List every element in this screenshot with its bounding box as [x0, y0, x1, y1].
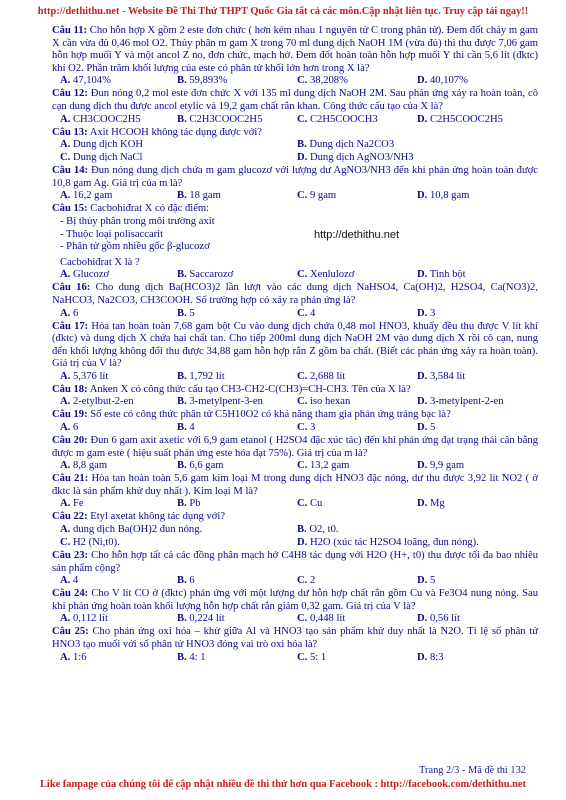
question-text: Cacbohiđrat X có đặc điểm:	[90, 203, 210, 215]
option-d[interactable]: D. Mg	[417, 498, 445, 510]
question-text: Cho phản ứng oxi hóa – khử giữa Al và HNO3 tạo sản phẩm khử duy nhất là N2O. Tỉ lệ số phân tử HNO3 tạo muối với số phân tử HNO3 đóng vai trò oxi hóa là?	[52, 626, 538, 650]
options-13-row2	[52, 152, 538, 165]
option-c[interactable]: C. Dung dịch NaCl	[60, 152, 143, 164]
question-text: Axit HCOOH không tác dụng được với?	[89, 126, 262, 138]
question-text: Đun 6 gam axit axetic với 6,9 gam etanol ( H2SO4 đặc xúc tác) đến khi phản ứng đạt trạng thái cân bằng được m gam este ( hiệu suất phản ứng este hóa đạt 75%). Giá trị của m là?	[52, 435, 539, 459]
question-number: Câu 25:	[52, 626, 89, 638]
option-c[interactable]: C. 4	[297, 307, 316, 319]
option-d[interactable]: D. Tinh bột	[417, 269, 466, 281]
question-25	[52, 626, 538, 651]
question-23	[52, 550, 538, 575]
option-c[interactable]: C. 2,688 lít	[297, 370, 346, 382]
option-c[interactable]: C. 0,448 lít	[297, 613, 346, 625]
options-14	[52, 190, 538, 203]
option-d[interactable]: D. Dung dịch AgNO3/NH3	[297, 152, 414, 164]
option-d[interactable]: D. H2O (xúc tác H2SO4 loãng, đun nóng).	[297, 537, 479, 549]
option-b[interactable]: B. O2, t0.	[297, 524, 339, 536]
option-c[interactable]: C. H2 (Ni,t0).	[60, 537, 120, 549]
option-d[interactable]: D. 0,56 lít	[417, 613, 460, 625]
option-c[interactable]: C. 13,2 gam	[297, 460, 350, 472]
options-20	[52, 460, 538, 473]
page-number: Trang 2/3 - Mã đề thi 132	[419, 765, 526, 776]
options-23	[52, 575, 538, 588]
option-c[interactable]: C. Cu	[297, 498, 323, 510]
question-text: Cho hỗn hợp tất cả các đồng phân mạch hở C4H8 tác dụng với H2O (H+, t0) thu được tối đa bao nhiêu sản phẩm cộng?	[52, 550, 538, 574]
option-c[interactable]: C. iso hexan	[297, 396, 351, 408]
option-b[interactable]: B. 18 gam	[177, 190, 221, 202]
option-b[interactable]: B. 4	[177, 422, 195, 434]
question-number: Câu 13:	[52, 126, 88, 138]
question-text: Đun nóng dung dịch chứa m gam glucozơ với lượng dư AgNO3/NH3 đến khi phản ứng hoàn toàn được 10,8 gam Ag. Giá trị của m là?	[52, 165, 538, 189]
option-c[interactable]: C. 38,208%	[297, 75, 348, 87]
question-number: Câu 14:	[52, 165, 89, 177]
option-a[interactable]: A. 0,112 lít	[60, 613, 108, 625]
question-text: Cho hỗn hợp X gồm 2 este đơn chức ( hơn kém nhau 1 nguyên tử C trong phân tử). Đem đốt cháy m gam X cần vừa đủ 0,46 mol O2. Thủy phân m gam X trong 70 ml dung dịch NaOH 1M (vừa đủ) thì thu được 7,06 gam hỗn hợp muối Y và một ancol Z no, đơn chức, mạch hở. Đem đốt hoàn toàn hỗn hợp muối Y thì cần 5,6 lít (đktc) khí O2. Phần trăm khối lượng của este có phân tử khối lớn hơn trong X là?	[52, 25, 538, 74]
question-number: Câu 21:	[52, 473, 89, 485]
option-c[interactable]: C. 2	[297, 575, 316, 587]
option-d[interactable]: D. 5	[417, 422, 436, 434]
question-17	[52, 321, 538, 371]
option-a[interactable]: A. CH3COOC2H5	[60, 113, 141, 125]
question-21	[52, 473, 538, 498]
option-b[interactable]: B. 3-metylpent-3-en	[177, 396, 263, 408]
option-c[interactable]: C. 3	[297, 422, 316, 434]
question-number: Câu 15:	[52, 203, 88, 215]
question-text: Anken X có công thức cấu tạo CH3-CH2-C(CH3)=CH-CH3. Tên của X là?	[89, 383, 411, 395]
option-a[interactable]: A. 1:6	[60, 651, 87, 663]
question-number: Câu 24:	[52, 588, 89, 600]
option-d[interactable]: D. C2H5COOC2H5	[417, 113, 503, 125]
options-12	[52, 114, 538, 127]
options-18	[52, 396, 538, 409]
question-number: Câu 18:	[52, 383, 88, 395]
option-d[interactable]: D. 3-metylpent-2-en	[417, 396, 504, 408]
question-number: Câu 23:	[52, 550, 89, 562]
option-b[interactable]: B. 6,6 gam	[177, 460, 224, 472]
question-24	[52, 588, 538, 613]
question-number: Câu 11:	[52, 25, 88, 36]
question-number: Câu 17:	[52, 320, 89, 332]
question-15-traits	[52, 216, 538, 254]
question-22	[52, 511, 538, 524]
options-17	[52, 371, 538, 384]
question-text: Hòa tan hoàn toàn 5,6 gam kim loại M trong dung dịch HNO3 đặc nóng, dư thu được 3,92 lít NO2 ( ở đktc là sản phẩm khử duy nhất ). Kim loại M là?	[52, 473, 538, 497]
option-b[interactable]: B. 6	[177, 575, 195, 587]
option-c[interactable]: C. Xenlulozơ	[297, 269, 355, 281]
option-c[interactable]: C. 9 gam	[297, 190, 337, 202]
question-text: Cho V lít CO ở (đktc) phản ứng với một lượng dư hỗn hợp chất rắn gồm Cu và Fe3O4 nung nóng. Sau khi phản ứng hoàn toàn khối lượng hỗn hợp chất rắn giảm 0,32 gam. Giá trị của V là?	[52, 588, 538, 612]
option-b[interactable]: B. 1,792 lít	[177, 370, 225, 382]
option-a[interactable]: A. 2-etylbut-2-en	[60, 396, 134, 408]
option-a[interactable]: A. 6	[60, 307, 79, 319]
question-text: Đun nóng 0,2 mol este đơn chức X với 135 ml dung dịch NaOH 2M. Sau phản ứng xảy ra hoàn toàn, cô cạn dung dịch thu được ancol etylic và 19,2 gam chất rắn khan. Công thức cấu tạo của X là?	[52, 88, 538, 112]
option-a[interactable]: A. 5,376 lít	[60, 370, 109, 382]
options-24	[52, 613, 538, 626]
option-d[interactable]: D. 40,107%	[417, 75, 468, 87]
options-25	[52, 652, 538, 665]
option-a[interactable]: A. 16,2 gam	[60, 190, 113, 202]
option-d[interactable]: D. 3	[417, 307, 436, 319]
options-21	[52, 498, 538, 511]
header-banner[interactable]: http://dethithu.net - Website Đề Thi Thử THPT Quốc Gia tất cả các môn.Cập nhật liên tục. Truy cập tải ngay!!	[37, 6, 529, 17]
option-b[interactable]: B. Dung dịch Na2CO3	[297, 139, 395, 151]
question-12	[52, 88, 538, 113]
option-d[interactable]: D. 8:3	[417, 651, 444, 663]
question-20	[52, 435, 538, 460]
option-b[interactable]: B. C2H3COOC2H5	[177, 113, 263, 125]
option-a[interactable]: A. 47,104%	[60, 75, 111, 87]
options-19	[52, 422, 538, 435]
question-15-prompt: Cacbohiđrat X là ?	[60, 256, 140, 268]
question-16	[52, 282, 538, 307]
question-number: Câu 19:	[52, 409, 88, 421]
footer-banner[interactable]: Like fanpage của chúng tôi để cập nhật nhiều đề thi thử hơn qua Facebook : http://facebook.com/dethithu.net	[40, 779, 526, 790]
option-a[interactable]: A. Dung dịch KOH	[60, 139, 143, 151]
exam-content	[52, 25, 538, 665]
question-15	[52, 203, 538, 216]
options-11	[52, 75, 538, 88]
option-b[interactable]: B. 4: 1	[177, 651, 206, 663]
option-a[interactable]: A. 8,8 gam	[60, 460, 108, 472]
trait-line: - Bị thủy phân trong môi trường axit	[60, 215, 215, 227]
option-b[interactable]: B. Saccarozơ	[177, 269, 234, 281]
options-16	[52, 308, 538, 321]
question-number: Câu 20:	[52, 435, 88, 447]
question-text: Cho dung dịch Ba(HCO3)2 lần lượt vào các dung dịch NaHSO4, Ca(OH)2, H2SO4, Ca(NO3)2, NaHCO3, Na2CO3, CH3COOH. Số trường hợp có xảy ra phản ứng là?	[52, 282, 538, 306]
question-11	[52, 25, 538, 75]
option-a[interactable]: A. Fe	[60, 498, 84, 510]
question-number: Câu 16:	[52, 282, 91, 294]
question-14	[52, 165, 538, 190]
question-number: Câu 12:	[52, 88, 88, 100]
option-c[interactable]: C. C2H5COOCH3	[297, 113, 378, 125]
question-number: Câu 22:	[52, 511, 88, 523]
option-d[interactable]: D. 9,9 gam	[417, 460, 465, 472]
trait-line: - Thuộc loại polisaccarit	[60, 228, 164, 240]
option-b[interactable]: B. 59,893%	[177, 75, 228, 87]
question-19	[52, 409, 538, 422]
question-18	[52, 384, 538, 397]
options-15	[52, 269, 538, 282]
option-a[interactable]: A. 4	[60, 575, 79, 587]
options-13-row1	[52, 139, 538, 152]
option-b[interactable]: B. 5	[177, 307, 195, 319]
option-b[interactable]: B. 0,224 lít	[177, 613, 225, 625]
question-text: Hòa tan hoàn toàn 7,68 gam bột Cu vào dung dịch chứa 0,48 mol HNO3, khuấy đều thu được V lít khí (đktc) và dung dịch X chứa hai chất tan. Cho tiếp 200ml dung dịch NaOH 2M vào dung dịch X rồi cô cạn, nung đến khối lượng không đổi thu được 34,88 gam hỗn hợp rắn Z gồm ba chất. (Biết các phản ứng xảy ra hoàn toàn). Giá trị của V là?	[52, 320, 539, 370]
option-b[interactable]: B. Pb	[177, 498, 201, 510]
question-13	[52, 127, 538, 140]
option-d[interactable]: D. 10,8 gam	[417, 190, 470, 202]
option-c[interactable]: C. 5: 1	[297, 651, 327, 663]
options-22-row1	[52, 524, 538, 537]
watermark-url[interactable]: http://dethithu.net	[314, 228, 400, 241]
options-22-row2	[52, 537, 538, 550]
question-text: Etyl axetat không tác dụng với?	[90, 511, 226, 523]
question-text: Số este có công thức phân tử C5H10O2 có khả năng tham gia phản ứng tráng bạc là?	[90, 409, 451, 421]
option-a[interactable]: A. Glucozơ	[60, 269, 110, 281]
option-a[interactable]: A. 6	[60, 422, 79, 434]
option-a[interactable]: A. dung dịch Ba(OH)2 đun nóng.	[60, 524, 203, 536]
option-d[interactable]: D. 3,584 lít	[417, 370, 466, 382]
trait-line: - Phân tử gồm nhiều gốc β-glucozơ	[60, 241, 210, 253]
option-d[interactable]: D. 5	[417, 575, 436, 587]
